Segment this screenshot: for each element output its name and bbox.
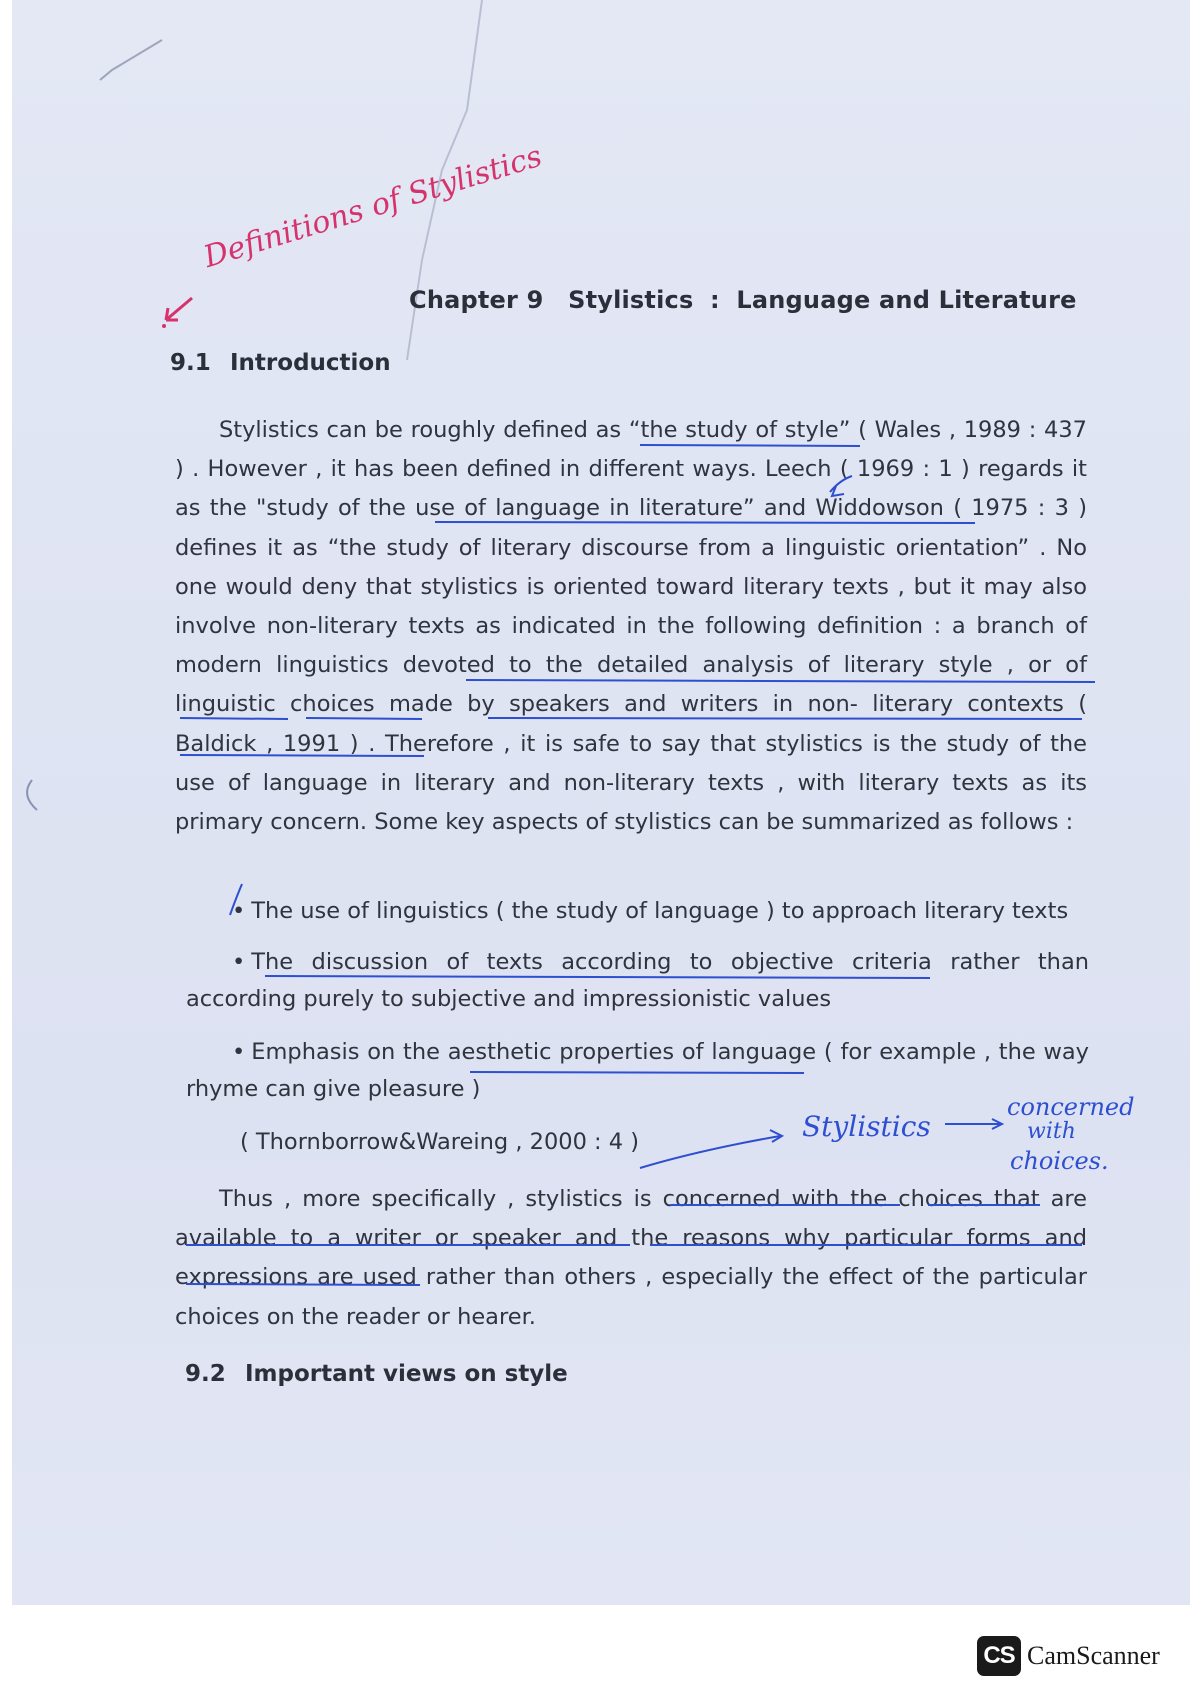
- section-heading-9-1: [170, 350, 391, 376]
- camscanner-logo-icon: CS: [977, 1636, 1021, 1676]
- bullet-dot-icon: •: [232, 898, 246, 924]
- bullet-item: [186, 893, 1089, 930]
- section-title: Important views on style: [245, 1361, 568, 1387]
- section-number: 9.1: [170, 350, 211, 376]
- chapter-subtitle: Language and Literature: [736, 286, 1077, 314]
- bullet-text: Emphasis on the aesthetic properties of language ( for example , the way rhyme can give pleasure ): [186, 1039, 1089, 1102]
- margin-note-definitions: Definitions of Stylistics: [199, 138, 547, 275]
- bullet-dot-icon: •: [232, 949, 246, 975]
- chapter-number: Chapter 9: [409, 286, 544, 314]
- citation: ( Thornborrow&Wareing , 2000 : 4 ): [240, 1129, 640, 1155]
- section-number: 9.2: [185, 1361, 226, 1387]
- bullet-item: [186, 1034, 1089, 1108]
- bullet-dot-icon: •: [232, 1039, 246, 1065]
- side-note-with: with: [1027, 1119, 1076, 1144]
- chapter-colon: :: [710, 286, 720, 314]
- camscanner-watermark: [977, 1636, 1160, 1676]
- camscanner-name: CamScanner: [1027, 1641, 1160, 1670]
- side-note-choices: choices.: [1010, 1147, 1109, 1175]
- bullet-text: The use of linguistics ( the study of language ) to approach literary texts: [251, 898, 1069, 924]
- chapter-name: Stylistics: [568, 286, 694, 314]
- bullet-item: [186, 944, 1089, 1018]
- side-note-concerned: concerned: [1007, 1093, 1135, 1121]
- arrow-icon: [160, 294, 200, 330]
- intro-paragraph: Stylistics can be roughly defined as “the study of style” ( Wales , 1989 : 437 ) . However , it has been defined in different ways. Leech ( 1969 : 1 ) regards it as the "study of the use of language in literature” and Widdowson ( 1975 : 3 ) defines it as “the study of literary discourse from a linguistic orientation” . No one would deny that stylistics is oriented toward literary texts , but it may also involve non-literary texts as indicated in the following definition : a branch of modern linguistics devoted to the detailed analysis of literary style , or of linguistic choices made by speakers and writers in non- literary contexts ( Baldick , 1991 ) . Therefore , it is safe to say that stylistics is the study of the use of language in literary and non-literary texts , with literary texts as its primary concern. Some key aspects of stylistics can be summarized as follows :: [175, 417, 1087, 836]
- thus-paragraph: Thus , more specifically , stylistics is concerned with the choices that are available to a writer or speaker and the reasons why particular forms and expressions are used rather than others , especially the effect of the particular choices on the reader or hearer.: [175, 1186, 1087, 1330]
- side-note-stylistics: Stylistics: [802, 1110, 931, 1143]
- section-heading-9-2: [185, 1361, 568, 1387]
- section-title: Introduction: [230, 350, 391, 376]
- bullet-text: The discussion of texts according to objective criteria rather than according purely to subjective and impressionistic values: [186, 949, 1089, 1012]
- chapter-title: [409, 286, 1077, 314]
